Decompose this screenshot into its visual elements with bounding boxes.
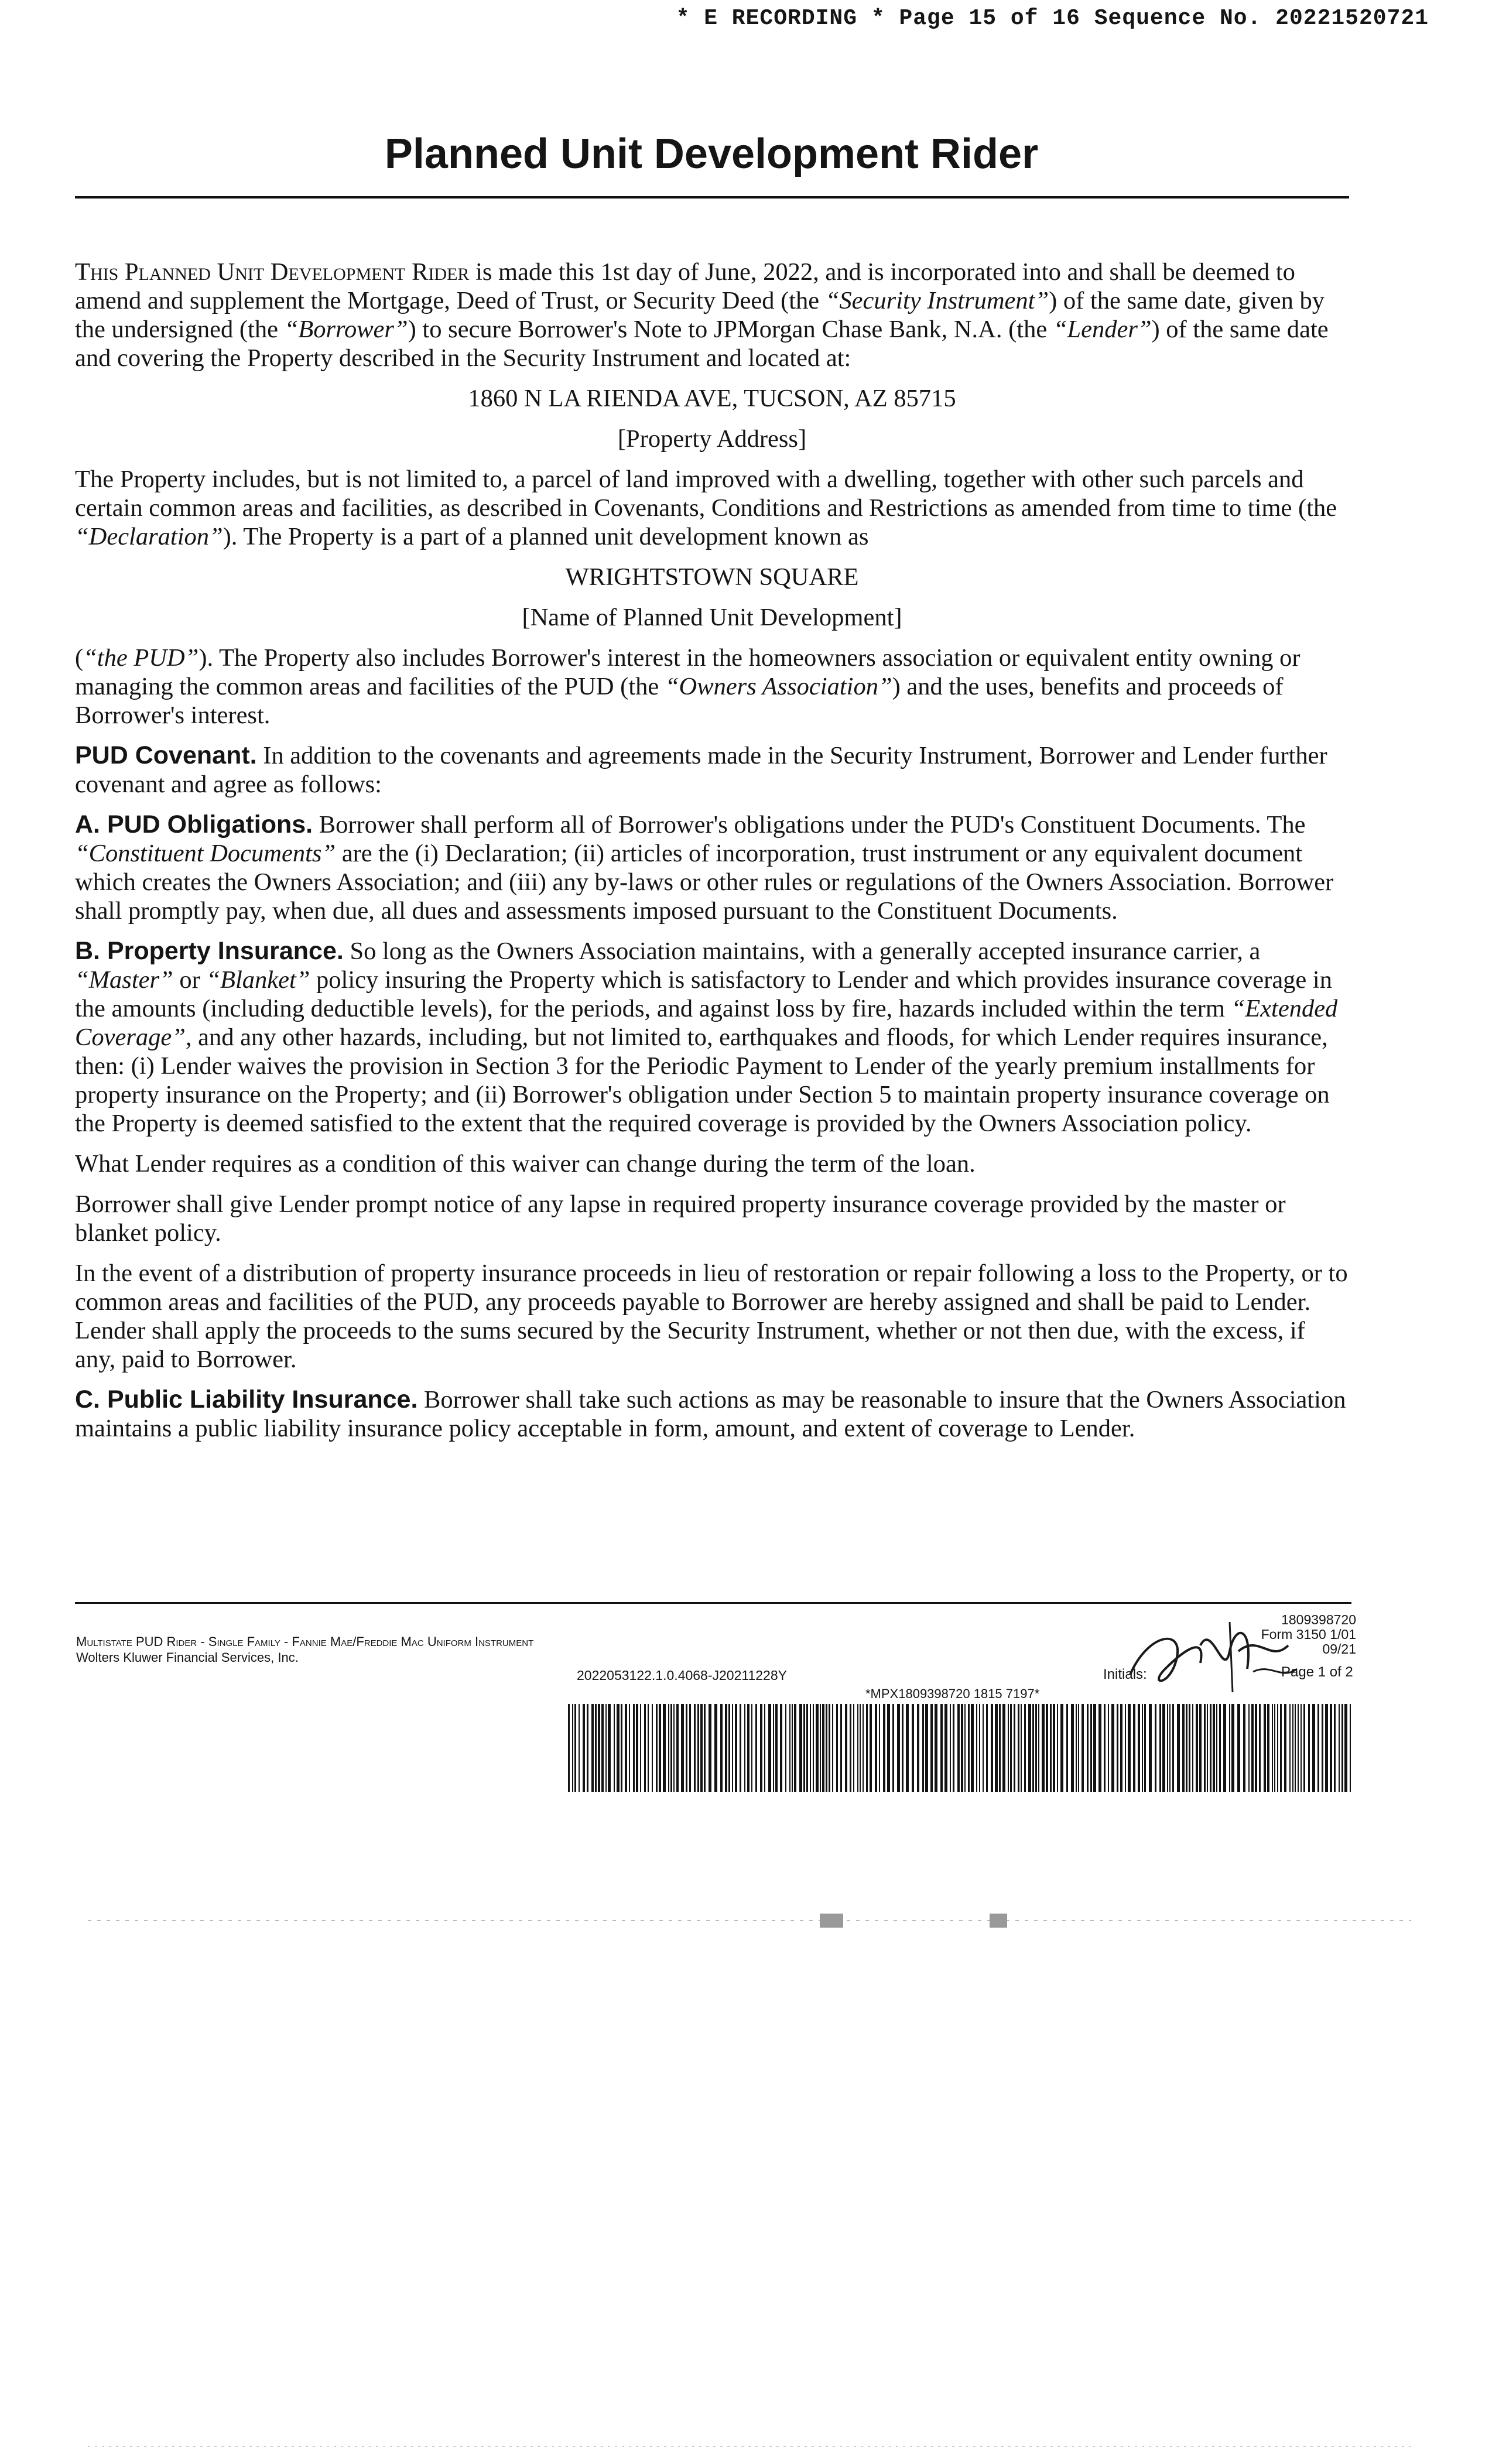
document-title: Planned Unit Development Rider	[384, 131, 1039, 177]
barcode-bar	[755, 1704, 757, 1792]
barcode-bar	[930, 1704, 933, 1792]
intro-paragraph: This Planned Unit Development Rider is made this 1st day of June, 2022, and is incorporated into and shall be deemed to amend and supplement the Mortgage, Deed of Trust, or Security Deed (the “Security Instrument”) of the same date, given by the undersigned (the “Borrower”) to secure Borrower's Note to JPMorgan Chase Bank, N.A. (the “Lender”) of the same date and covering the Property described in the Security Instrument and located at:	[75, 258, 1329, 372]
barcode-bar	[813, 1704, 814, 1792]
barcode-bar	[976, 1704, 977, 1792]
barcode-bar	[1138, 1704, 1140, 1792]
barcode-bar	[925, 1704, 928, 1792]
barcode-bar	[961, 1704, 963, 1792]
barcode-bar	[640, 1704, 641, 1792]
barcode-bar	[917, 1704, 919, 1792]
barcode-bar	[670, 1704, 672, 1792]
barcode-bar	[1159, 1704, 1161, 1792]
term-lender: “Lender”	[1053, 316, 1152, 343]
barcode-bar	[1251, 1704, 1254, 1792]
barcode-bar	[940, 1704, 943, 1792]
barcode-bar	[995, 1704, 998, 1792]
barcode-bar	[656, 1704, 658, 1792]
barcode-bar	[1172, 1704, 1174, 1792]
barcode-bar	[1133, 1704, 1135, 1792]
section-b-notice-paragraph: Borrower shall give Lender prompt notice of any lapse in required property insurance coverage provided by the master or blanket policy.	[75, 1190, 1286, 1247]
rider-name: This Planned Unit Development Rider	[75, 258, 470, 286]
barcode-bar	[689, 1704, 691, 1792]
barcode-bar	[644, 1704, 646, 1792]
barcode-bar	[735, 1704, 737, 1792]
barcode-bar	[1093, 1704, 1096, 1792]
barcode-bar	[591, 1704, 594, 1792]
barcode-bar	[912, 1704, 914, 1792]
barcode-bar	[1223, 1704, 1226, 1792]
page-number: Page 1 of 2	[1281, 1664, 1353, 1680]
barcode-bar	[1237, 1704, 1240, 1792]
barcode-bar	[1182, 1704, 1185, 1792]
barcode-bar	[870, 1704, 872, 1792]
footer-form-info	[76, 1634, 533, 1665]
barcode-bar	[1038, 1704, 1039, 1792]
barcode-bar	[845, 1704, 847, 1792]
barcode-bar	[968, 1704, 970, 1792]
barcode-bar	[879, 1704, 880, 1792]
barcode-bar	[694, 1704, 696, 1792]
scan-artifact-line-bottom	[88, 2435, 1411, 2458]
barcode-bar	[700, 1704, 703, 1792]
barcode-bar	[897, 1704, 900, 1792]
property-address: 1860 N LA RIENDA AVE, TUCSON, AZ 85715	[468, 385, 956, 412]
barcode-bar	[728, 1704, 730, 1792]
barcode-bar	[1128, 1704, 1131, 1792]
barcode-bar	[747, 1704, 750, 1792]
barcode-bar	[780, 1704, 782, 1792]
section-c-heading: C. Public Liability Insurance.	[75, 1385, 418, 1414]
barcode-bar	[1042, 1704, 1045, 1792]
term-the-pud: “the PUD”	[83, 644, 199, 672]
document-body	[75, 258, 1349, 1455]
barcode-bar	[579, 1704, 580, 1792]
barcode-bar	[1189, 1704, 1190, 1792]
barcode-bar	[572, 1704, 573, 1792]
barcode-bar	[785, 1704, 786, 1792]
barcode-bar	[1167, 1704, 1168, 1792]
barcode-bar	[1076, 1704, 1077, 1792]
barcode-bar	[1186, 1704, 1187, 1792]
pud-name-block	[75, 563, 1349, 632]
barcode-bar	[1303, 1704, 1305, 1792]
barcode-bar	[964, 1704, 966, 1792]
barcode-bar	[1120, 1704, 1122, 1792]
barcode-bar	[991, 1704, 993, 1792]
barcode-bar	[1213, 1704, 1215, 1792]
barcode-bar	[751, 1704, 752, 1792]
title-rule	[75, 196, 1349, 199]
barcode-bar	[1060, 1704, 1063, 1792]
barcode-bar	[1149, 1704, 1152, 1792]
barcode-bar	[601, 1704, 604, 1792]
barcode-bar	[1216, 1704, 1217, 1792]
barcode-bar	[1284, 1704, 1286, 1792]
barcode-bar	[850, 1704, 851, 1792]
barcode-bar	[1053, 1704, 1055, 1792]
barcode-bar	[816, 1704, 819, 1792]
barcode-bar	[820, 1704, 821, 1792]
barcode-bar	[617, 1704, 620, 1792]
barcode-bar	[1108, 1704, 1109, 1792]
scan-artifact-line	[88, 1909, 1411, 1932]
term-borrower: “Borrower”	[284, 316, 408, 343]
barcode-bar	[652, 1704, 653, 1792]
barcode-bar	[773, 1704, 774, 1792]
barcode-bar	[944, 1704, 947, 1792]
section-b-heading: B. Property Insurance.	[75, 937, 344, 965]
property-address-block	[75, 384, 1349, 453]
barcode-bar	[768, 1704, 771, 1792]
barcode-bar	[1090, 1704, 1092, 1792]
barcode-bar	[986, 1704, 988, 1792]
barcode-bar	[794, 1704, 796, 1792]
barcode-bar	[1155, 1704, 1156, 1792]
barcode-bar	[704, 1704, 706, 1792]
barcode-bar	[902, 1704, 903, 1792]
barcode-bar	[1204, 1704, 1206, 1792]
pud-name-caption: [Name of Planned Unit Development]	[522, 604, 902, 631]
barcode-bar	[568, 1704, 570, 1792]
barcode-bar	[799, 1704, 802, 1792]
footer-rule	[75, 1602, 1351, 1604]
barcode-bar	[971, 1704, 974, 1792]
section-a-heading: A. PUD Obligations.	[75, 810, 313, 839]
barcode-bar	[760, 1704, 762, 1792]
barcode-bar	[681, 1704, 684, 1792]
barcode-bar	[1066, 1704, 1068, 1792]
barcode-bar	[1125, 1704, 1126, 1792]
barcode-bar	[648, 1704, 649, 1792]
barcode-bar	[803, 1704, 805, 1792]
barcode-bar	[1207, 1704, 1208, 1792]
barcode-bar	[714, 1704, 717, 1792]
barcode-bar	[605, 1704, 607, 1792]
pud-covenant-heading: PUD Covenant.	[75, 741, 257, 769]
section-b-proceeds-paragraph: In the event of a distribution of property insurance proceeds in lieu of restoration or repair following a loss to the Property, or to common areas and facilities of the PUD, any proceeds payable to Borrower are hereby assigned and shall be paid to Lender. Lender shall apply the proceeds to the sums secured by the Security Instrument, whether or not then due, with the excess, if any, paid to Borrower.	[75, 1260, 1348, 1373]
term-constituent-documents: “Constituent Documents”	[75, 840, 336, 867]
barcode-bar	[720, 1704, 723, 1792]
barcode-bar	[625, 1704, 627, 1792]
barcode-bar	[1341, 1704, 1343, 1792]
barcode-bar	[1010, 1704, 1012, 1792]
barcode-bar	[999, 1704, 1001, 1792]
barcode-bar	[583, 1704, 585, 1792]
barcode-bar	[587, 1704, 588, 1792]
barcode-bar	[1169, 1704, 1171, 1792]
barcode-bar	[725, 1704, 727, 1792]
barcode-bar	[1317, 1704, 1319, 1792]
barcode-bar	[1087, 1704, 1089, 1792]
barcode-bar	[875, 1704, 877, 1792]
barcode-bar	[1162, 1704, 1165, 1792]
barcode-bar	[1082, 1704, 1084, 1792]
barcode-bar	[1229, 1704, 1230, 1792]
barcode-bar	[1032, 1704, 1034, 1792]
recording-header: * E RECORDING * Page 15 of 16 Sequence No. 20221520721	[676, 6, 1429, 31]
barcode-bar	[608, 1704, 611, 1792]
barcode-bar	[1018, 1704, 1019, 1792]
term-blanket: “Blanket”	[206, 966, 310, 994]
barcode-bar	[860, 1704, 861, 1792]
barcode-bar	[866, 1704, 868, 1792]
barcode-bar	[836, 1704, 838, 1792]
section-b-waiver-paragraph: What Lender requires as a condition of this waiver can change during the term of the loan.	[75, 1150, 976, 1178]
barcode-bar	[953, 1704, 954, 1792]
barcode-bar	[1196, 1704, 1198, 1792]
barcode-bar	[744, 1704, 745, 1792]
pud-covenant-paragraph: PUD Covenant. In addition to the covenants and agreements made in the Security Instrument, Borrower and Lender further covenant and agree as follows:	[75, 741, 1327, 798]
pud-paragraph: (“the PUD”). The Property also includes Borrower's interest in the homeowners association or equivalent entity owning or managing the common areas and facilities of the PUD (the “Owners Association”) and the uses, benefits and proceeds of Borrower's interest.	[75, 644, 1300, 729]
barcode-bar	[1177, 1704, 1180, 1792]
barcode-bar	[1028, 1704, 1031, 1792]
term-master: “Master”	[75, 966, 173, 994]
barcode-bar	[983, 1704, 984, 1792]
barcode-bar	[1339, 1704, 1340, 1792]
initials-label: Initials:	[1103, 1666, 1147, 1682]
barcode-bar	[1312, 1704, 1315, 1792]
term-security-instrument: “Security Instrument”	[825, 287, 1049, 314]
property-paragraph: The Property includes, but is not limited to, a parcel of land improved with a dwelling, together with other such parcels and certain common areas and facilities, as described in Covenants, Conditions and Restrictions as amended from time to time (the “Declaration”). The Property is a part of a planned unit development known as	[75, 466, 1337, 550]
barcode-bar	[1144, 1704, 1146, 1792]
barcode-bar	[1298, 1704, 1299, 1792]
barcode-bar	[822, 1704, 824, 1792]
barcode-bar	[1274, 1704, 1275, 1792]
barcode-bar	[922, 1704, 924, 1792]
barcode-bar	[1248, 1704, 1250, 1792]
publisher: Wolters Kluwer Financial Services, Inc.	[76, 1650, 299, 1665]
barcode-bar	[673, 1704, 675, 1792]
barcode-bar	[863, 1704, 864, 1792]
barcode-bar	[1344, 1704, 1347, 1792]
barcode-bar	[1014, 1704, 1015, 1792]
barcode-bar	[659, 1704, 661, 1792]
barcode	[568, 1704, 1356, 1792]
barcode-bar	[1111, 1704, 1114, 1792]
barcode-bar	[1277, 1704, 1278, 1792]
barcode-bar	[668, 1704, 669, 1792]
barcode-bar	[676, 1704, 679, 1792]
barcode-bar	[789, 1704, 790, 1792]
barcode-bar	[1104, 1704, 1106, 1792]
barcode-bar	[1308, 1704, 1310, 1792]
barcode-bar	[709, 1704, 711, 1792]
barcode-bar	[810, 1704, 811, 1792]
barcode-bar	[957, 1704, 960, 1792]
barcode-bar	[614, 1704, 615, 1792]
term-owners-association: “Owners Association”	[665, 673, 892, 700]
term-declaration: “Declaration”	[75, 523, 223, 550]
barcode-bar	[1272, 1704, 1273, 1792]
barcode-bar	[1050, 1704, 1052, 1792]
barcode-bar	[663, 1704, 666, 1792]
barcode-bar	[1142, 1704, 1143, 1792]
barcode-bar	[840, 1704, 842, 1792]
barcode-bar	[935, 1704, 937, 1792]
barcode-bar	[792, 1704, 793, 1792]
property-address-caption: [Property Address]	[617, 425, 807, 453]
barcode-bar	[950, 1704, 951, 1792]
term-extended-coverage: “Extended Coverage”	[75, 995, 1338, 1051]
barcode-bar	[775, 1704, 778, 1792]
barcode-bar	[1255, 1704, 1257, 1792]
barcode-bar	[1300, 1704, 1302, 1792]
barcode-bar	[1021, 1704, 1022, 1792]
barcode-bar	[883, 1704, 885, 1792]
barcode-bar	[1292, 1704, 1293, 1792]
barcode-bar	[806, 1704, 808, 1792]
barcode-bar	[1330, 1704, 1332, 1792]
barcode-bar	[826, 1704, 827, 1792]
barcode-bar	[1024, 1704, 1026, 1792]
barcode-bar	[1350, 1704, 1351, 1792]
barcode-bar	[686, 1704, 687, 1792]
form-line: Multistate PUD Rider - Single Family - Fannie Mae/Freddie Mac Uniform Instrument	[76, 1634, 534, 1649]
barcode-bar	[1071, 1704, 1074, 1792]
barcode-bar	[595, 1704, 597, 1792]
barcode-bar	[887, 1704, 890, 1792]
barcode-bar	[633, 1704, 635, 1792]
barcode-bar	[1078, 1704, 1079, 1792]
barcode-bar	[1002, 1704, 1005, 1792]
section-a-paragraph: A. PUD Obligations. Borrower shall perform all of Borrower's obligations under the PUD's Constituent Documents. The “Constituent Documents” are the (i) Declaration; (ii) articles of incorporation, trust instrument or any equivalent document which creates the Owners Association; and (iii) any by-laws or other rules or regulations of the Owners Association. Borrower shall promptly pay, when due, all dues and assessments imposed pursuant to the Constituent Documents.	[75, 810, 1334, 925]
barcode-bar	[1325, 1704, 1328, 1792]
barcode-bar	[1117, 1704, 1118, 1792]
barcode-bar	[697, 1704, 699, 1792]
initials-signature	[1113, 1610, 1306, 1698]
barcode-bar	[1322, 1704, 1323, 1792]
barcode-bar	[629, 1704, 630, 1792]
pud-name: WRIGHTSTOWN SQUARE	[565, 563, 859, 591]
barcode-bar	[1192, 1704, 1193, 1792]
barcode-bar	[1280, 1704, 1282, 1792]
barcode-bar	[832, 1704, 833, 1792]
section-b-paragraph: B. Property Insurance. So long as the Owners Association maintains, with a generally accepted insurance carrier, a “Master” or “Blanket” policy insuring the Property which is satisfactory to Lender and which provides insurance coverage in the amounts (including deductible levels), for the periods, and against loss by fire, hazards included within the term “Extended Coverage”, and any other hazards, including, but not limited to, earthquakes and floods, for which Lender requires insurance, then: (i) Lender waives the provision in Section 3 for the Periodic Payment to Lender of the yearly premium installments for property insurance on the Property; and (ii) Borrower's obligation under Section 5 to maintain property insurance coverage on the Property is deemed satisfied to the extent that the required coverage is provided by the Owners Association policy.	[75, 937, 1338, 1137]
barcode-bar	[740, 1704, 741, 1792]
barcode-bar	[1259, 1704, 1261, 1792]
barcode-bar	[1334, 1704, 1336, 1792]
barcode-bar	[1199, 1704, 1202, 1792]
barcode-bar	[892, 1704, 894, 1792]
section-c-paragraph: C. Public Liability Insurance. Borrower shall take such actions as may be reasonable to insure that the Owners Association maintains a public liability insurance policy acceptable in form, amount, and extent of coverage to Lender.	[75, 1385, 1346, 1442]
barcode-bar	[1264, 1704, 1266, 1792]
barcode-bar	[1231, 1704, 1234, 1792]
barcode-bar	[1098, 1704, 1101, 1792]
barcode-bar	[764, 1704, 765, 1792]
barcode-bar	[621, 1704, 622, 1792]
barcode-bar	[906, 1704, 909, 1792]
barcode-bar	[636, 1704, 638, 1792]
barcode-bar	[853, 1704, 854, 1792]
barcode-bar	[1008, 1704, 1009, 1792]
barcode-bar	[1057, 1704, 1058, 1792]
tracking-number: 2022053122.1.0.4068-J20211228Y	[577, 1668, 787, 1683]
loan-number: 1809398720	[1281, 1612, 1356, 1627]
barcode-bar	[1046, 1704, 1048, 1792]
barcode-bar	[1210, 1704, 1211, 1792]
barcode-bar	[1267, 1704, 1269, 1792]
barcode-bar	[732, 1704, 733, 1792]
form-number: Form 3150 1/01	[1261, 1627, 1356, 1642]
barcode-bar	[1289, 1704, 1291, 1792]
barcode-bar	[1243, 1704, 1245, 1792]
form-date: 09/21	[1322, 1641, 1356, 1657]
barcode-bar	[574, 1704, 576, 1792]
barcode-bar	[1035, 1704, 1037, 1792]
barcode-bar	[857, 1704, 858, 1792]
barcode-bar	[1295, 1704, 1296, 1792]
barcode-text: *MPX1809398720 1815 7197*	[865, 1686, 1040, 1701]
barcode-bar	[829, 1704, 830, 1792]
barcode-bar	[1219, 1704, 1221, 1792]
barcode-bar	[598, 1704, 600, 1792]
barcode-bar	[979, 1704, 980, 1792]
